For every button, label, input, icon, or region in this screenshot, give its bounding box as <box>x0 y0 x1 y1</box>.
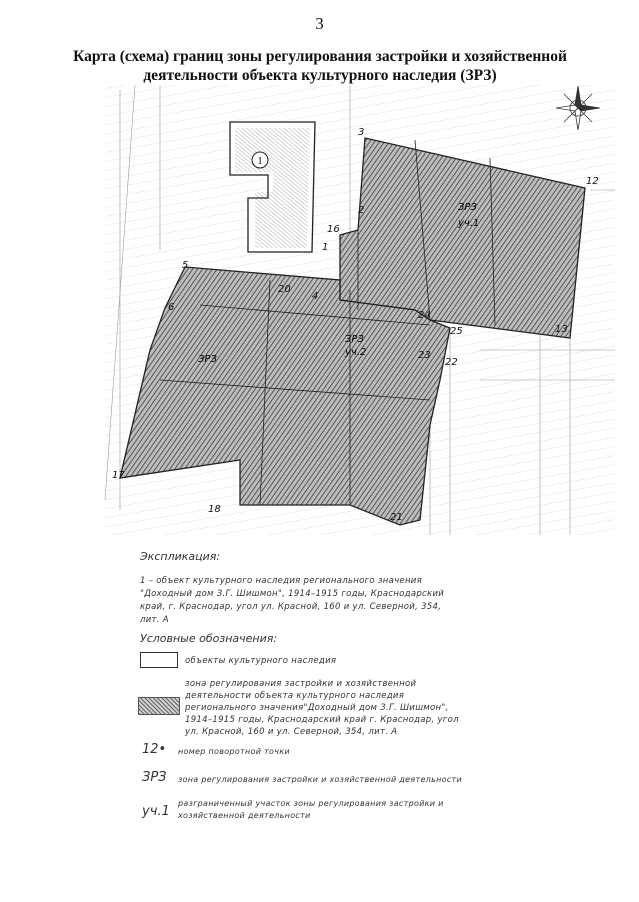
explication-line-1: 1 – объект культурного наследия регионального значения <box>140 576 423 586</box>
point-label: 2 <box>358 205 365 216</box>
item5-line-1: разграниченный участок зоны регулирования застройки и <box>178 799 444 808</box>
point-label: 17 <box>112 470 125 481</box>
item2-line-3: регионального значения"Доходный дом З.Г. Шишмон", <box>185 703 449 713</box>
zone-swatch <box>138 697 180 715</box>
point-label: 25 <box>450 326 463 337</box>
zone-label-zrz-2: ЗРЗ <box>345 334 364 345</box>
point-label: 16 <box>327 224 340 235</box>
item4-label: зона регулирования застройки и хозяйственной деятельности <box>178 775 462 784</box>
zone-label-uch1: уч.1 <box>458 218 480 229</box>
item3-label: номер поворотной точки <box>178 747 290 756</box>
point-symbol: 12• <box>142 742 167 757</box>
point-label: 13 <box>555 324 568 335</box>
zrz-symbol: ЗРЗ <box>142 770 167 785</box>
object-label: 1 <box>257 156 263 167</box>
point-label: 24 <box>418 310 431 321</box>
point-label: 3 <box>358 127 365 138</box>
item2-line-1: зона регулирования застройки и хозяйственной <box>185 679 417 689</box>
point-label: 6 <box>168 302 175 313</box>
point-label: 4 <box>312 291 319 302</box>
item5-line-2: хозяйственной деятельности <box>178 811 311 820</box>
explication-heading: Экспликация: <box>140 550 221 563</box>
point-label: 20 <box>278 284 291 295</box>
point-label: 22 <box>445 357 458 368</box>
uch-symbol: уч.1 <box>142 804 170 819</box>
point-label: 23 <box>418 350 431 361</box>
page-number: 3 <box>315 14 324 33</box>
zone-label-uch2: уч.2 <box>345 347 367 358</box>
heritage-swatch <box>140 652 178 668</box>
item2-line-2: деятельности объекта культурного наследия <box>185 691 405 701</box>
explication-line-4: лит. А <box>140 615 169 625</box>
item1-label: объекты культурного наследия <box>185 656 337 666</box>
item2-line-4: 1914–1915 годы, Краснодарский край г. Краснодар, угол <box>185 715 459 725</box>
zone-label-zrz-3: ЗРЗ <box>198 354 217 365</box>
title-line-1: Карта (схема) границ зоны регулирования застройки и хозяйственной <box>73 48 567 65</box>
title-line-2: деятельности объекта культурного наследия (ЗРЗ) <box>143 67 497 84</box>
point-label: 21 <box>390 512 403 523</box>
point-label: 18 <box>208 504 221 515</box>
point-label: 1 <box>322 242 329 253</box>
point-label: 12 <box>586 176 599 187</box>
explication-line-2: "Доходный дом З.Г. Шишмон", 1914–1915 годы, Краснодарский <box>140 589 445 599</box>
symbols-heading: Условные обозначения: <box>140 632 278 645</box>
zone-label-zrz-1: ЗРЗ <box>458 202 477 213</box>
explication-line-3: край, г. Краснодар, угол ул. Красной, 160 и ул. Северной, 354, <box>140 602 442 612</box>
item2-line-5: ул. Красной, 160 и ул. Северной, 354, лит. А <box>185 727 398 737</box>
point-label: 5 <box>182 260 189 271</box>
